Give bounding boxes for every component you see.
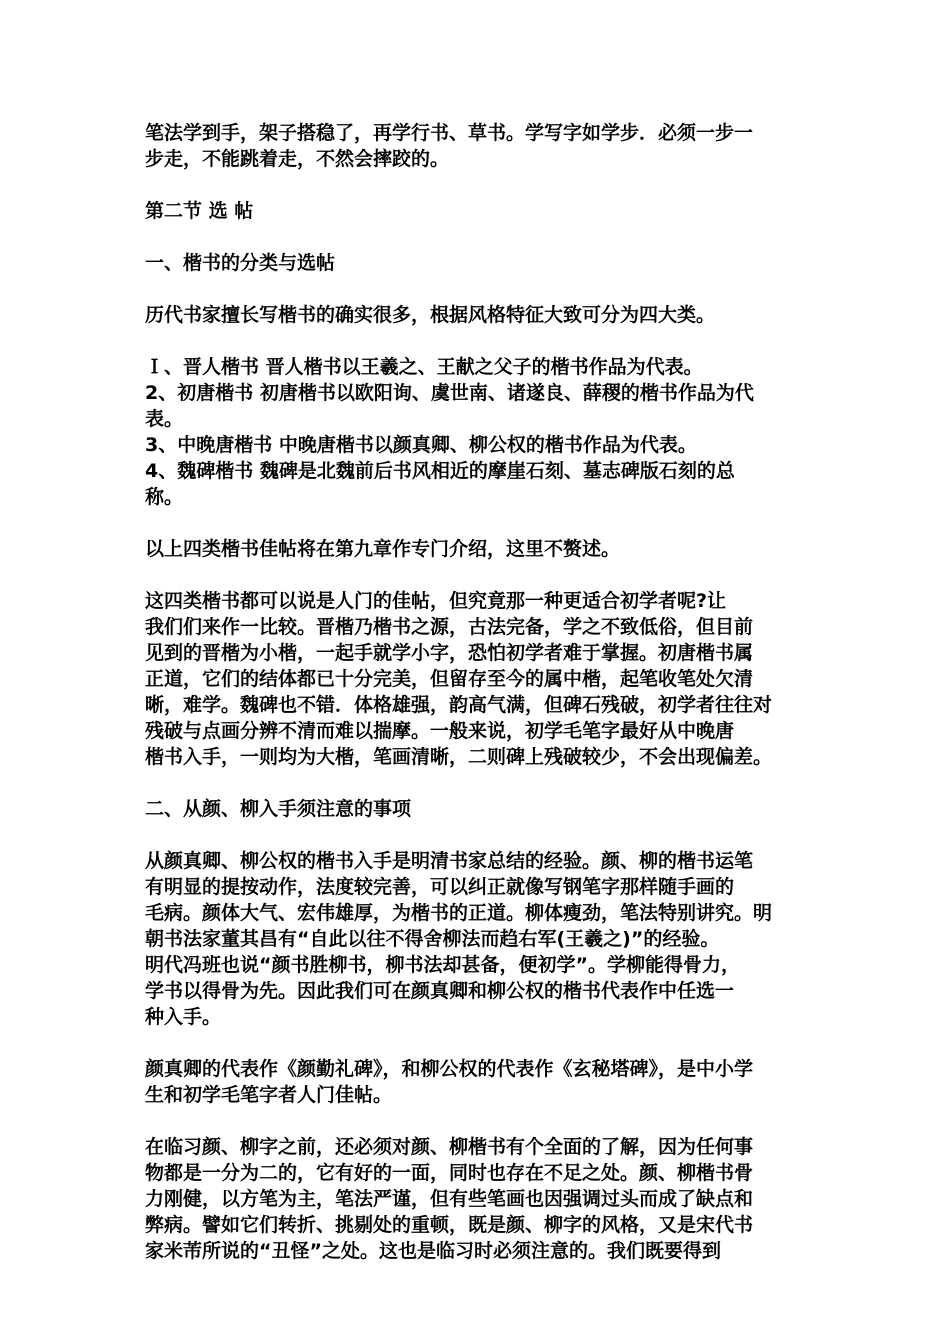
- list-item: 2、初唐楷书 初唐楷书以欧阳询、虞世南、诸遂良、薛稷的楷书作品为代: [145, 382, 754, 404]
- text-line: 我们们来作一比较。晋楷乃楷书之源，古法完备，学之不致低俗，但目前: [145, 616, 754, 638]
- paragraph-yan-liu-experience: [145, 848, 815, 1030]
- types-list: [145, 354, 815, 510]
- paragraph-representative-works: [145, 1056, 815, 1108]
- list-item: 3、中晚唐楷书 中晚唐楷书以颜真卿、柳公权的楷书作品为代表。: [145, 434, 697, 456]
- paragraph-ninth-chapter: 以上四类楷书佳帖将在第九章作专门介绍，这里不赘述。: [145, 538, 621, 560]
- text-line: 步走，不能跳着走，不然会摔跤的。: [145, 148, 450, 170]
- text-line: 正道，它们的结体都已十分完美，但留存至今的属中楷，起笔收笔处欠清: [145, 668, 754, 690]
- heading-yan-liu: 二、从颜、柳入手须注意的事项: [145, 798, 412, 820]
- paragraph-comparison: [145, 588, 815, 770]
- text-line: 笔法学到手，架子搭稳了，再学行书、草书。学写字如学步．必须一步一: [145, 122, 754, 144]
- text-line: 学书以得骨为先。因此我们可在颜真卿和柳公权的楷书代表作中任选一: [145, 980, 735, 1002]
- text-line: 生和初学毛笔字者人门佳帖。: [145, 1084, 393, 1106]
- text-line: 有明显的提按动作，法度较完善，可以纠正就像写钢笔字那样随手画的: [145, 876, 735, 898]
- text-line: 家米芾所说的“丑怪”之处。这也是临习时必须注意的。我们既要得到: [145, 1240, 721, 1262]
- text-line: 从颜真卿、柳公权的楷书入手是明清书家总结的经验。颜、柳的楷书运笔: [145, 850, 754, 872]
- text-line: 这四类楷书都可以说是人门的佳帖，但究竟那一种更适合初学者呢?让: [145, 590, 727, 612]
- paragraph-before-practice: [145, 1134, 815, 1264]
- text-line: 见到的晋楷为小楷，一起手就学小字，恐怕初学者难于掌握。初唐楷书属: [145, 642, 754, 664]
- list-item: Ｉ、晋人楷书 晋人楷书以王羲之、王献之父子的楷书作品为代表。: [145, 356, 703, 378]
- text-line: 物都是一分为二的，它有好的一面，同时也存在不足之处。颜、柳楷书骨: [145, 1162, 754, 1184]
- paragraph-four-types: 历代书家擅长写楷书的确实很多，根据风格特征大致可分为四大类。: [145, 304, 716, 326]
- text-line: 明代冯班也说“颜书胜柳书，柳书法却甚备，便初学”。学柳能得骨力，: [145, 954, 740, 976]
- text-line: 朝书法家董其昌有“自此以往不得舍柳法而趋右军(王羲之)”的经验。: [145, 928, 720, 950]
- text-line: 颜真卿的代表作《颜勤礼碑》，和柳公权的代表作《玄秘塔碑》，是中小学: [145, 1058, 754, 1080]
- list-item: 4、魏碑楷书 魏碑是北魏前后书风相近的摩崖石刻、墓志碑版石刻的总: [145, 460, 735, 482]
- text-line: 晰，难学。魏碑也不错．体格雄强，韵高气满，但碑石残破，初学者往往对: [145, 694, 773, 716]
- document-page: [145, 120, 815, 1264]
- text-line: 在临习颜、柳字之前，还必须对颜、柳楷书有个全面的了解，因为任何事: [145, 1136, 754, 1158]
- intro-paragraph: [145, 120, 815, 172]
- text-line: 楷书入手，一则均为大楷，笔画清晰，二则碑上残破较少，不会出现偏差。: [145, 746, 773, 768]
- text-line: 力刚健，以方笔为主，笔法严谨，但有些笔画也因强调过头而成了缺点和: [145, 1188, 754, 1210]
- section-title: 第二节 选 帖: [145, 200, 254, 222]
- text-line: 毛病。颜体大气、宏伟雄厚，为楷书的正道。柳体瘦劲，笔法特别讲究。明: [145, 902, 773, 924]
- text-line: 弊病。譬如它们转折、挑剔处的重顿，既是颜、柳字的风格，又是宋代书: [145, 1214, 754, 1236]
- text-line: 残破与点画分辨不清而难以揣摩。一般来说，初学毛笔字最好从中晚唐: [145, 720, 735, 742]
- list-item-continuation: 称。: [145, 486, 184, 508]
- heading-classification: 一、楷书的分类与选帖: [145, 252, 336, 274]
- text-line: 种入手。: [145, 1006, 222, 1028]
- list-item-continuation: 表。: [145, 408, 184, 430]
